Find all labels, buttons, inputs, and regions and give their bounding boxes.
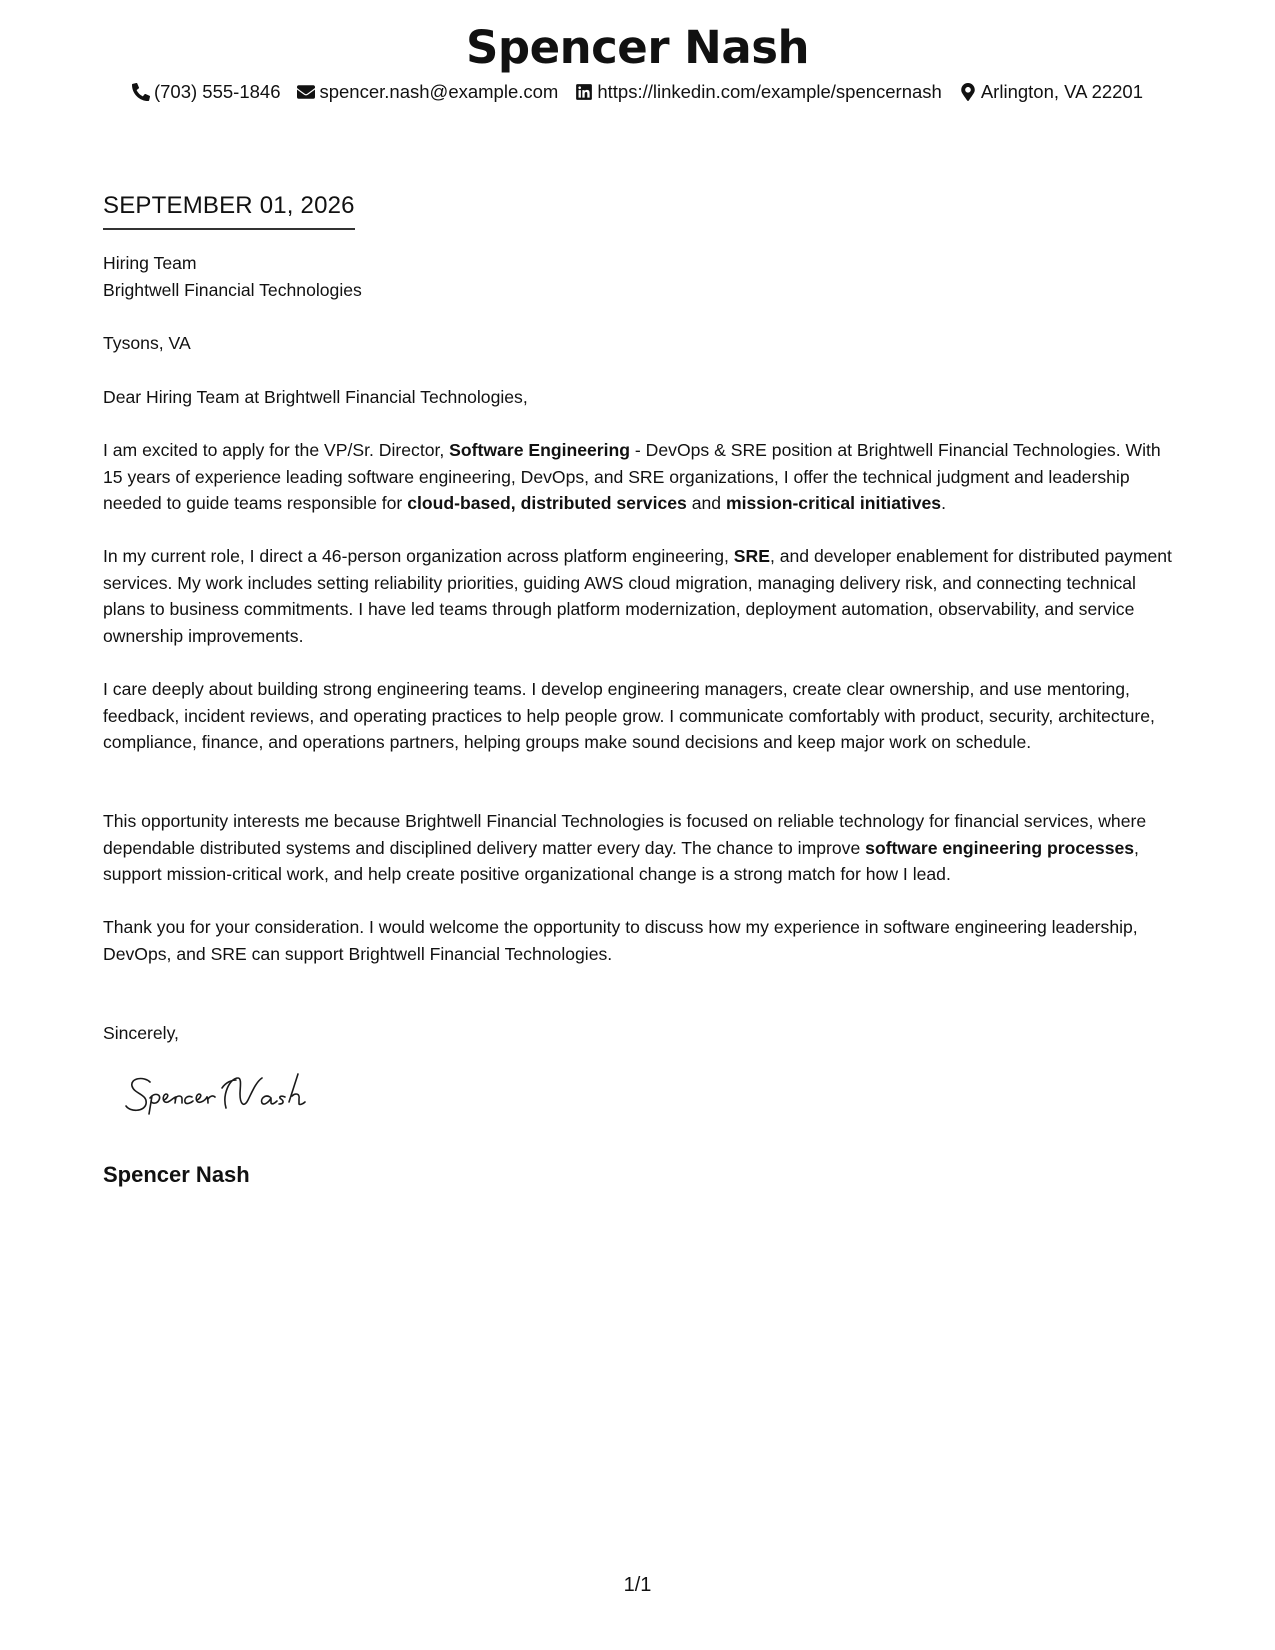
bold-text: software engineering processes [865,837,1135,858]
bold-text: mission-critical initiatives [725,493,942,513]
paragraph-text: and [686,493,726,513]
paragraph-text: , support mission-critical work, and help create positive organizational change is a strong match for how I lead. [103,837,1139,884]
paragraph-text: - DevOps & SRE position at Brightwell Financial Technologies. With 15 years of experience leading software engineering, DevOps, and SRE organizations, I offer the technical judgment and leadership needed to guide teams responsible for [103,440,1161,513]
contact-location [959,78,1143,106]
paragraph-text: , and developer enablement for distributed payment services. My work includes setting reliability priorities, guiding AWS cloud migration, managing delivery risk, and connecting technical plans to business commitments. I have led teams through platform modernization, deployment automation, observability, and service ownership improvements. [103,546,1172,646]
paragraph-text: This opportunity interests me because Brightwell Financial Technologies is focused on reliable technology for financial services, where dependable distributed systems and disciplined delivery matter every day. The chance to improve [103,811,1147,858]
body-paragraph [103,543,1175,649]
closing: Sincerely, [103,1023,179,1043]
recipient-block [103,250,1175,303]
recipient-company: Brightwell Financial Technologies [103,279,362,300]
phone-icon [132,83,150,101]
linkedin-icon [575,83,593,101]
paragraph-text: In my current role, I direct a 46-person organization across platform engineering, [103,546,734,566]
contact-bar [0,78,1275,106]
signer-name: Spencer Nash [103,1162,250,1187]
paragraph-text: . [941,493,946,513]
map-pin-icon [959,83,977,101]
envelope-icon [297,83,315,101]
recipient-line: Hiring Team [103,253,197,273]
paragraph-text: I am excited to apply for the VP/Sr. Director, [103,440,450,460]
location-text: Arlington, VA 22201 [980,81,1144,102]
email-text: spencer.nash@example.com [319,81,559,102]
body-paragraph [103,676,1175,756]
body-paragraph [103,808,1175,888]
contact-phone [132,78,281,106]
body-paragraph [103,914,1175,967]
paragraph-text: I care deeply about building strong engineering teams. I develop engineering managers, create clear ownership, and use mentoring, feedback, incident reviews, and operating practices to help people grow. I communicate comfortably with product, security, architecture, compliance, finance, and operations partners, helping groups make sound decisions and keep major work on schedule. [103,679,1155,752]
bold-text: SRE [733,546,770,566]
phone-text: (703) 555-1846 [153,81,281,102]
bold-text: cloud-based, distributed services [407,493,687,513]
contact-email [297,78,558,106]
applicant-name: Spencer Nash [465,21,810,74]
handwritten-signature [122,1064,352,1124]
linkedin-text: https://linkedin.com/example/spencernash [597,81,942,102]
contact-linkedin [575,78,942,106]
salutation: Dear Hiring Team at Brightwell Financial Technologies, [103,387,528,407]
paragraph-text: Thank you for your consideration. I would welcome the opportunity to discuss how my experience in software engineering leadership, DevOps, and SRE can support Brightwell Financial Technologies. [103,917,1138,964]
recipient-location: Tysons, VA [103,333,191,353]
bold-text: Software Engineering [449,440,631,460]
letter-date: SEPTEMBER 01, 2026 [103,190,355,230]
page-number: 1/1 [623,1574,652,1596]
body-paragraph [103,437,1175,517]
